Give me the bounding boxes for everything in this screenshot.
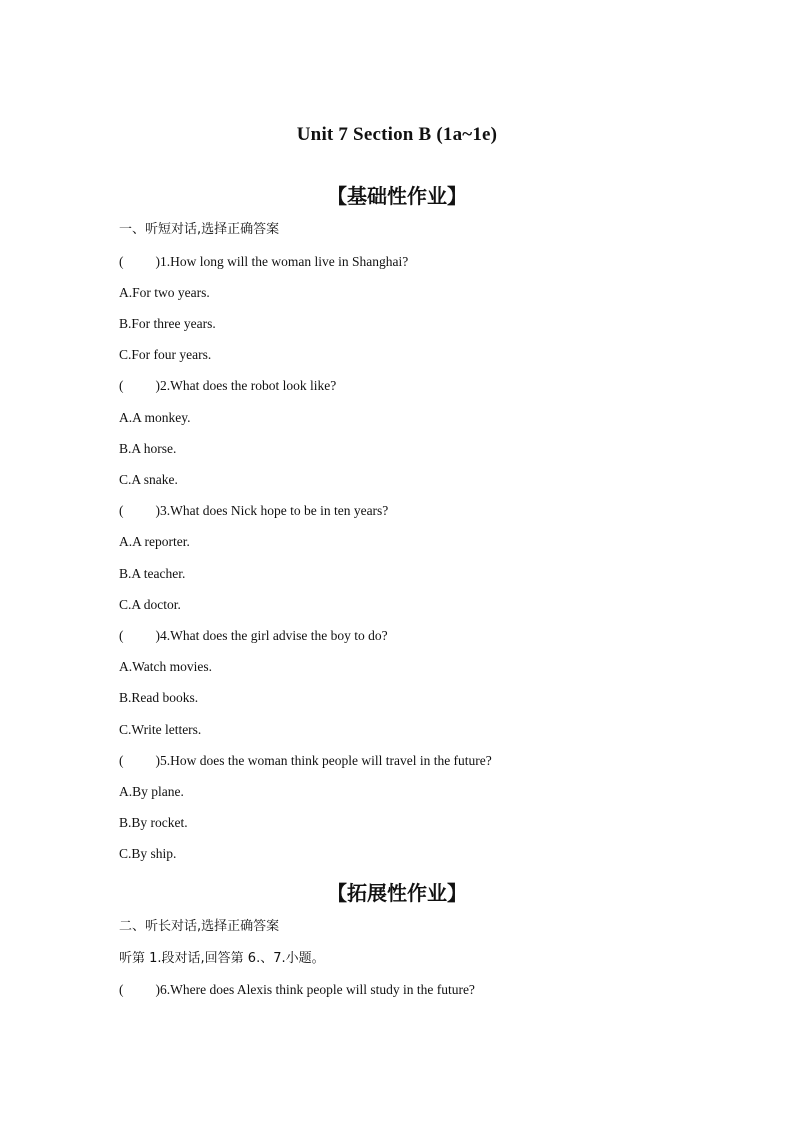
answer-blank-open: ( [119, 378, 124, 393]
part2-instruction: 二、听长对话,选择正确答案 [119, 919, 280, 934]
q4-option-a: A.Watch movies. [119, 659, 213, 674]
part1-instruction: 一、听短对话,选择正确答案 [119, 222, 280, 237]
q1-option-b: B.For three years. [119, 316, 216, 331]
answer-blank-open: ( [119, 753, 124, 768]
question-5-text: )5.How does the woman think people will travel in the future? [155, 753, 492, 768]
q2-option-b: B.A horse. [119, 441, 177, 456]
question-2 [119, 377, 336, 395]
question-1 [119, 253, 408, 271]
answer-blank-open: ( [119, 254, 124, 269]
basic-homework-heading: 【基础性作业】 [327, 184, 467, 208]
answer-blank-open: ( [119, 628, 124, 643]
q5-option-b: B.By rocket. [119, 815, 188, 830]
q4-option-c: C.Write letters. [119, 722, 202, 737]
q1-option-a: A.For two years. [119, 285, 210, 300]
question-5 [119, 752, 492, 770]
q3-option-c: C.A doctor. [119, 597, 181, 612]
question-3-text: )3.What does Nick hope to be in ten years? [155, 503, 389, 518]
question-4-text: )4.What does the girl advise the boy to do? [155, 628, 388, 643]
q3-option-b: B.A teacher. [119, 566, 186, 581]
question-3 [119, 502, 388, 520]
question-6 [119, 981, 475, 999]
q3-option-a: A.A reporter. [119, 534, 190, 549]
answer-blank-open: ( [119, 982, 124, 997]
q2-option-c: C.A snake. [119, 472, 178, 487]
question-1-text: )1.How long will the woman live in Shanghai? [155, 254, 409, 269]
q5-option-a: A.By plane. [119, 784, 184, 799]
q4-option-b: B.Read books. [119, 690, 199, 705]
q5-option-c: C.By ship. [119, 846, 177, 861]
q2-option-a: A.A monkey. [119, 410, 191, 425]
question-4 [119, 627, 388, 645]
question-2-text: )2.What does the robot look like? [155, 378, 337, 393]
answer-blank-open: ( [119, 503, 124, 518]
part2-sub-instruction: 听第 1.段对话,回答第 6.、7.小题。 [119, 951, 325, 966]
question-6-text: )6.Where does Alexis think people will study in the future? [155, 982, 475, 997]
page-title: Unit 7 Section B (1a~1e) [296, 124, 498, 145]
extended-homework-heading: 【拓展性作业】 [327, 881, 467, 905]
q1-option-c: C.For four years. [119, 347, 212, 362]
